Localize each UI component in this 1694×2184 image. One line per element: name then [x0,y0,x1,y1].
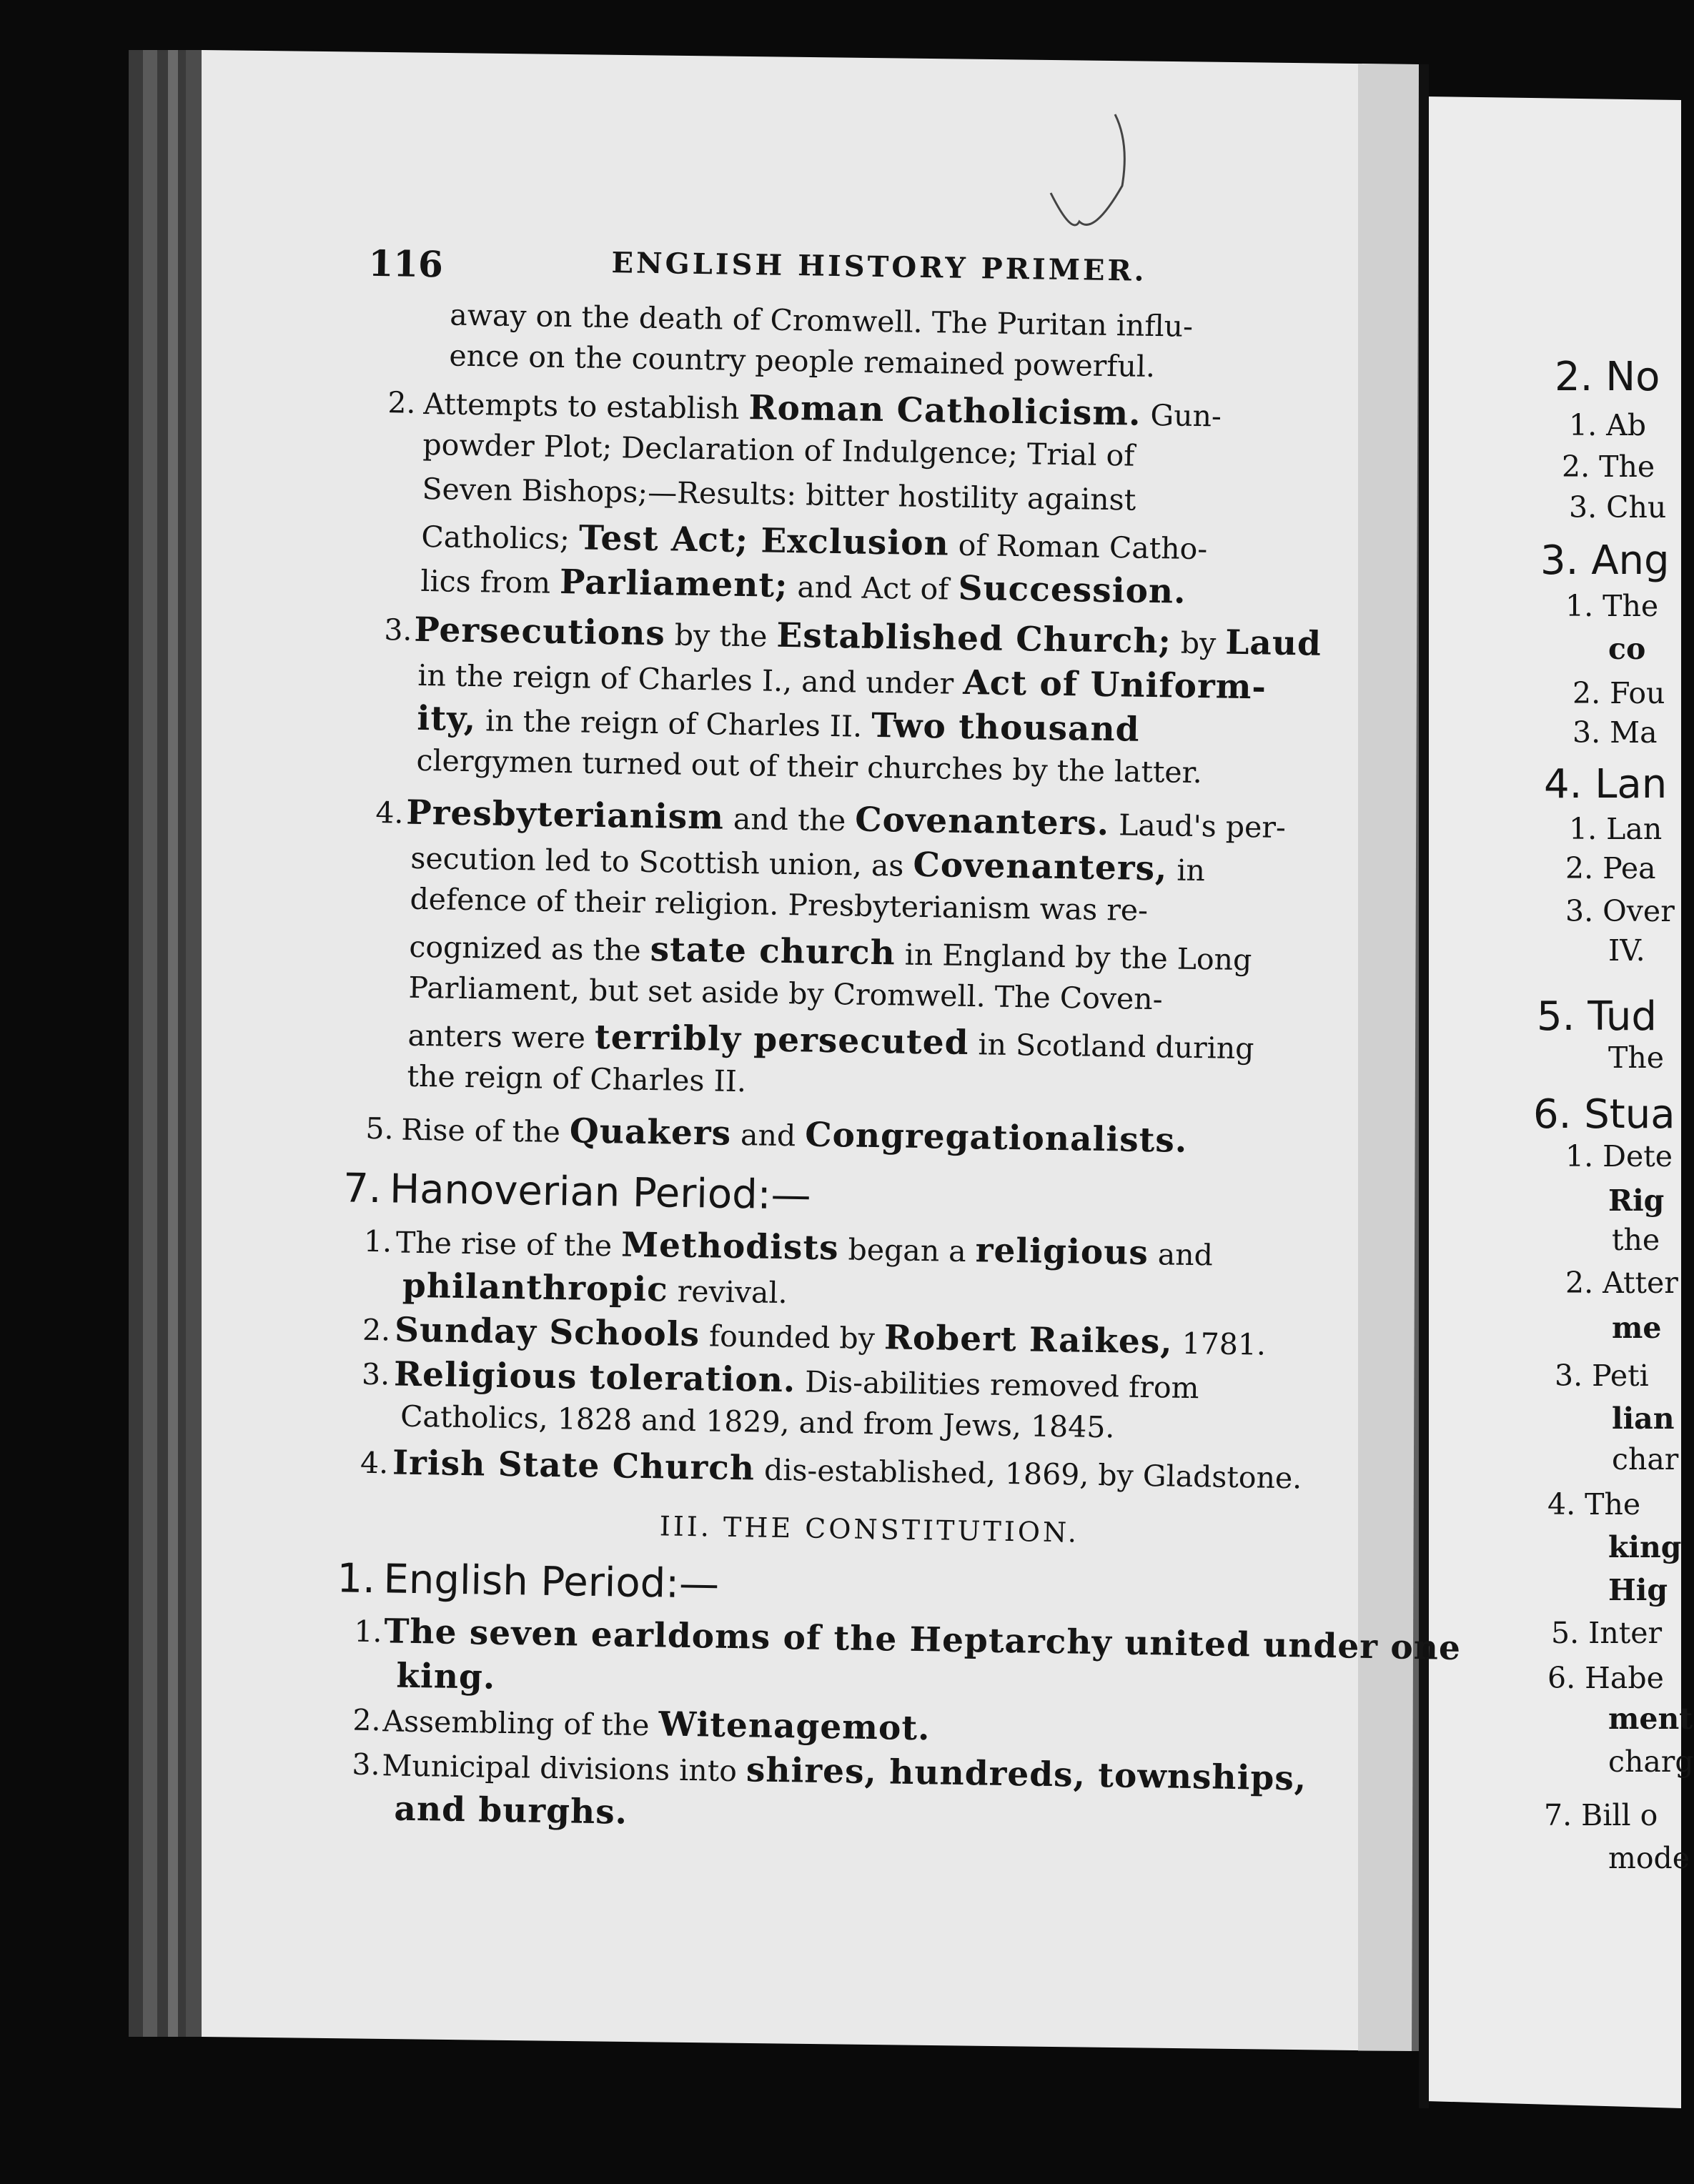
item-3-number: 3. [384,612,412,647]
right-page-fragment: 7. Bill o [1544,1798,1658,1832]
item-4-line-2 [410,840,1206,889]
hanoverian-item-4-line-1-seg-1: dis-established, 1869, by Gladstone. [754,1452,1302,1496]
item-4-line-2-seg-0: secution led to Scottish union, as [410,840,913,883]
right-page-fragment: 5. Tud [1537,993,1657,1040]
right-page-fragment: char [1612,1442,1679,1476]
right-page-fragment: 2. The [1562,450,1655,484]
english-period-item-3-line-2-seg-0: and burghs. [394,1789,628,1832]
hanoverian-item-2-line-1-seg-0: Sunday Schools [394,1310,700,1355]
right-page-fragment: 1. The [1565,589,1659,623]
item-3-line-4-seg-0: clergymen turned out of their churches by the latter. [416,743,1203,790]
item-3-line-1-seg-1: by the [665,617,777,654]
item-3-line-1-seg-3: by [1171,625,1226,661]
item-4-line-2-seg-2: in [1167,853,1206,888]
right-page-fragment: Rig [1608,1183,1665,1218]
right-page-fragment: mode [1608,1841,1690,1875]
item-2-line-5-seg-1: Parliament; [559,562,788,606]
right-page-fragment: 1. Lan [1569,812,1663,846]
item-4-line-1-seg-0: Presbyterianism [405,793,725,838]
item-4-line-7-seg-0: the reign of Charles II. [407,1058,747,1099]
item-4-line-6-seg-2: in Scotland during [969,1027,1254,1066]
left-page [169,57,1462,2077]
hanoverian-title: Hanoverian Period:— [389,1166,812,1219]
english-period-item-1-line-2-seg-0: king. [396,1656,496,1697]
item-3-line-2-seg-1: Act of Uniform- [962,662,1267,708]
item-5-line-1-seg-0: Rise of the [401,1112,570,1150]
hanoverian-item-1-line-2 [402,1266,788,1311]
english-period-title: English Period:— [383,1556,720,1608]
hanoverian-item-1-line-1-seg-1: Methodists [620,1225,840,1269]
right-page-fragment: lian [1612,1401,1675,1436]
item-2-line-4 [421,519,1207,565]
english-period-item-2-line-1-seg-1: Witenagemot. [658,1704,931,1749]
item-3-line-3-seg-0: ity, [417,698,477,740]
english-period-item-3-line-1-seg-1: shires, hundreds, townships, [746,1750,1307,1799]
right-page-fragment: 2. Pea [1565,851,1656,885]
right-page-fragment: me [1612,1311,1662,1345]
right-page-fragment: 3. Peti [1555,1359,1649,1393]
item-2-line-1-seg-2: Gun- [1141,397,1222,434]
right-page-fragment: charg [1608,1744,1694,1779]
item-2-line-4-seg-0: Catholics; [421,519,580,557]
item-2-line-4-seg-2: of Roman Catho- [948,527,1208,567]
right-page-fragment: the [1612,1223,1660,1257]
item-4-line-1 [405,793,1287,845]
item-4-line-2-seg-1: Covenanters, [913,845,1168,889]
intro-line-2: ence on the country people remained powerful. [449,338,1156,384]
hanoverian-item-1-number: 1. [363,1223,392,1259]
hanoverian-item-1-line-2-seg-1: revival. [668,1274,788,1311]
item-3-line-2-seg-0: in the reign of Charles I., and under [417,657,964,701]
section-title-constitution: III. THE CONSTITUTION. [659,1510,1080,1549]
item-4-line-6-seg-1: terribly persecuted [594,1017,969,1063]
right-page-fragment: 3. Chu [1569,490,1667,525]
item-4-line-3 [410,881,1149,928]
hanoverian-item-2-number: 2. [362,1312,391,1348]
item-3-line-2 [417,657,1267,708]
right-page-fragment: 2. No [1555,354,1660,400]
item-2-line-3 [422,471,1136,517]
english-period-item-1-number: 1. [354,1614,382,1649]
english-period-item-2-line-1-seg-0: Assembling of the [382,1704,659,1743]
right-page-fragment: ment [1608,1702,1693,1736]
item-3-line-1-seg-4: Laud [1224,622,1322,664]
right-page-fragment: 4. Lan [1544,761,1668,808]
english-period-item-3-line-1-seg-0: Municipal divisions into [382,1748,747,1789]
item-5-line-1 [401,1111,1188,1161]
right-page-fragment: 1. Ab [1569,408,1647,442]
page-number: 116 [368,242,444,286]
english-period-item-1-line-1-seg-0: The seven earldoms of the Heptarchy united under one [383,1612,1462,1668]
item-4-line-3-seg-0: defence of their religion. Presbyterianism was re- [410,881,1149,928]
item-4-line-1-seg-3: Laud's per- [1109,808,1287,845]
hanoverian-item-4-line-1 [392,1443,1302,1496]
item-4-line-4-seg-2: in England by the Long [895,937,1252,978]
item-4-line-4-seg-0: cognized as the [409,929,651,968]
hanoverian-item-1-line-1-seg-3: religious [975,1231,1149,1274]
hanoverian-item-1-line-1-seg-0: The rise of the [395,1225,622,1264]
hanoverian-item-2-line-1 [394,1310,1267,1362]
intro-line-1: away on the death of Cromwell. The Puritan influ- [450,297,1194,344]
item-4-line-5-seg-0: Parliament, but set aside by Cromwell. The Coven- [408,970,1163,1017]
hanoverian-item-3-line-1-seg-1: Dis-abilities removed from [795,1364,1199,1406]
right-page-fragment: Hig [1608,1573,1668,1607]
hanoverian-item-1-line-1-seg-2: began a [838,1232,976,1269]
item-5-line-1-seg-2: and [730,1117,806,1153]
english-period-item-3-number: 3. [352,1747,381,1782]
item-2-line-2-seg-0: powder Plot; Declaration of Indulgence; Trial of [422,427,1135,473]
right-page-fragment: 3. Over [1565,894,1675,928]
hanoverian-item-3-line-1-seg-0: Religious toleration. [393,1354,796,1401]
hanoverian-number: 7. [342,1165,382,1213]
item-2-line-3-seg-0: Seven Bishops;—Results: bitter hostility against [422,471,1136,517]
right-page-fragment: 6. Habe [1547,1661,1664,1695]
hanoverian-item-3-line-1 [393,1354,1199,1406]
english-period-item-3-line-1 [382,1747,1307,1799]
right-page-fragment: 2. Fou [1572,676,1665,710]
item-3-line-4 [416,743,1203,790]
item-2-number: 2. [387,385,416,420]
item-2-line-5-seg-3: Succession. [958,568,1187,612]
item-2-line-1-seg-1: Roman Catholicism. [748,388,1141,434]
english-period-number: 1. [337,1555,376,1603]
right-page-fragment: 1. Dete [1565,1139,1673,1173]
item-4-number: 4. [375,795,404,830]
item-2-line-5-seg-0: lics from [420,563,560,600]
item-3-line-3-seg-1: in the reign of Charles II. [475,703,872,744]
right-page-fragment: king [1608,1530,1682,1564]
right-page-fragment: co [1608,632,1646,666]
right-page-fragment: 4. The [1547,1487,1641,1522]
right-page-fragment: 5. Inter [1551,1616,1663,1650]
hanoverian-item-3-number: 3. [361,1356,390,1392]
hanoverian-item-2-line-1-seg-1: founded by [699,1319,885,1356]
right-page-fragment: 6. Stua [1533,1091,1675,1138]
item-3-line-1-seg-0: Persecutions [414,610,666,654]
item-2-line-5 [420,562,1187,612]
right-page-fragment: 3. Ang [1540,537,1670,584]
english-period-item-1-line-1 [383,1612,1462,1668]
english-period-item-2-number: 2. [352,1702,381,1738]
item-4-line-6 [407,1018,1254,1065]
item-3-line-3 [417,698,1140,750]
hanoverian-item-3-line-2-seg-0: Catholics, 1828 and 1829, and from Jews, 1845. [400,1399,1115,1445]
hanoverian-item-2-line-1-seg-3: 1781. [1172,1326,1267,1362]
item-4-line-4-seg-1: state church [650,930,896,973]
item-4-line-7 [407,1058,747,1099]
hanoverian-item-2-line-1-seg-2: Robert Raikes, [883,1318,1174,1362]
hanoverian-item-4-line-1-seg-0: Irish State Church [392,1443,756,1489]
hanoverian-item-3-line-2 [400,1399,1115,1445]
right-page [1394,0,1694,2184]
english-period-item-2-line-1 [382,1703,931,1749]
right-page-fragment: IV. [1608,933,1645,968]
right-page-fragment: The [1608,1041,1665,1075]
english-period-item-3-line-2 [394,1789,628,1832]
item-5-line-1-seg-3: Congregationalists. [804,1115,1188,1161]
item-5-number: 5. [365,1111,394,1146]
running-title: ENGLISH HISTORY PRIMER. [611,246,1147,288]
item-4-line-1-seg-2: Covenanters. [854,800,1110,844]
right-page-fragment: 3. Ma [1572,715,1658,750]
item-2-line-4-seg-1: Test Act; Exclusion [578,518,950,564]
item-2-line-1 [423,386,1222,432]
item-4-line-1-seg-1: and the [723,801,856,838]
item-2-line-1-seg-0: Attempts to establish [423,386,749,427]
item-3-line-1-seg-2: Established Church; [776,615,1172,662]
item-4-line-6-seg-0: anters were [407,1018,595,1056]
right-page-fragment: 2. Atter [1565,1266,1678,1300]
item-5-line-1-seg-1: Quakers [569,1111,732,1153]
item-2-line-5-seg-2: and Act of [788,570,959,607]
hanoverian-item-1-line-1-seg-4: and [1148,1237,1214,1273]
item-3-line-3-seg-2: Two thousand [871,705,1140,750]
hanoverian-item-1-line-2-seg-0: philanthropic [402,1266,669,1310]
item-2-line-2 [422,427,1135,473]
hanoverian-item-4-number: 4. [360,1445,389,1481]
item-4-line-5 [408,970,1163,1017]
item-4-line-4 [409,929,1252,976]
item-3-line-1 [414,610,1322,664]
hanoverian-item-1-line-1 [395,1225,1214,1274]
english-period-item-1-line-2 [396,1656,496,1697]
